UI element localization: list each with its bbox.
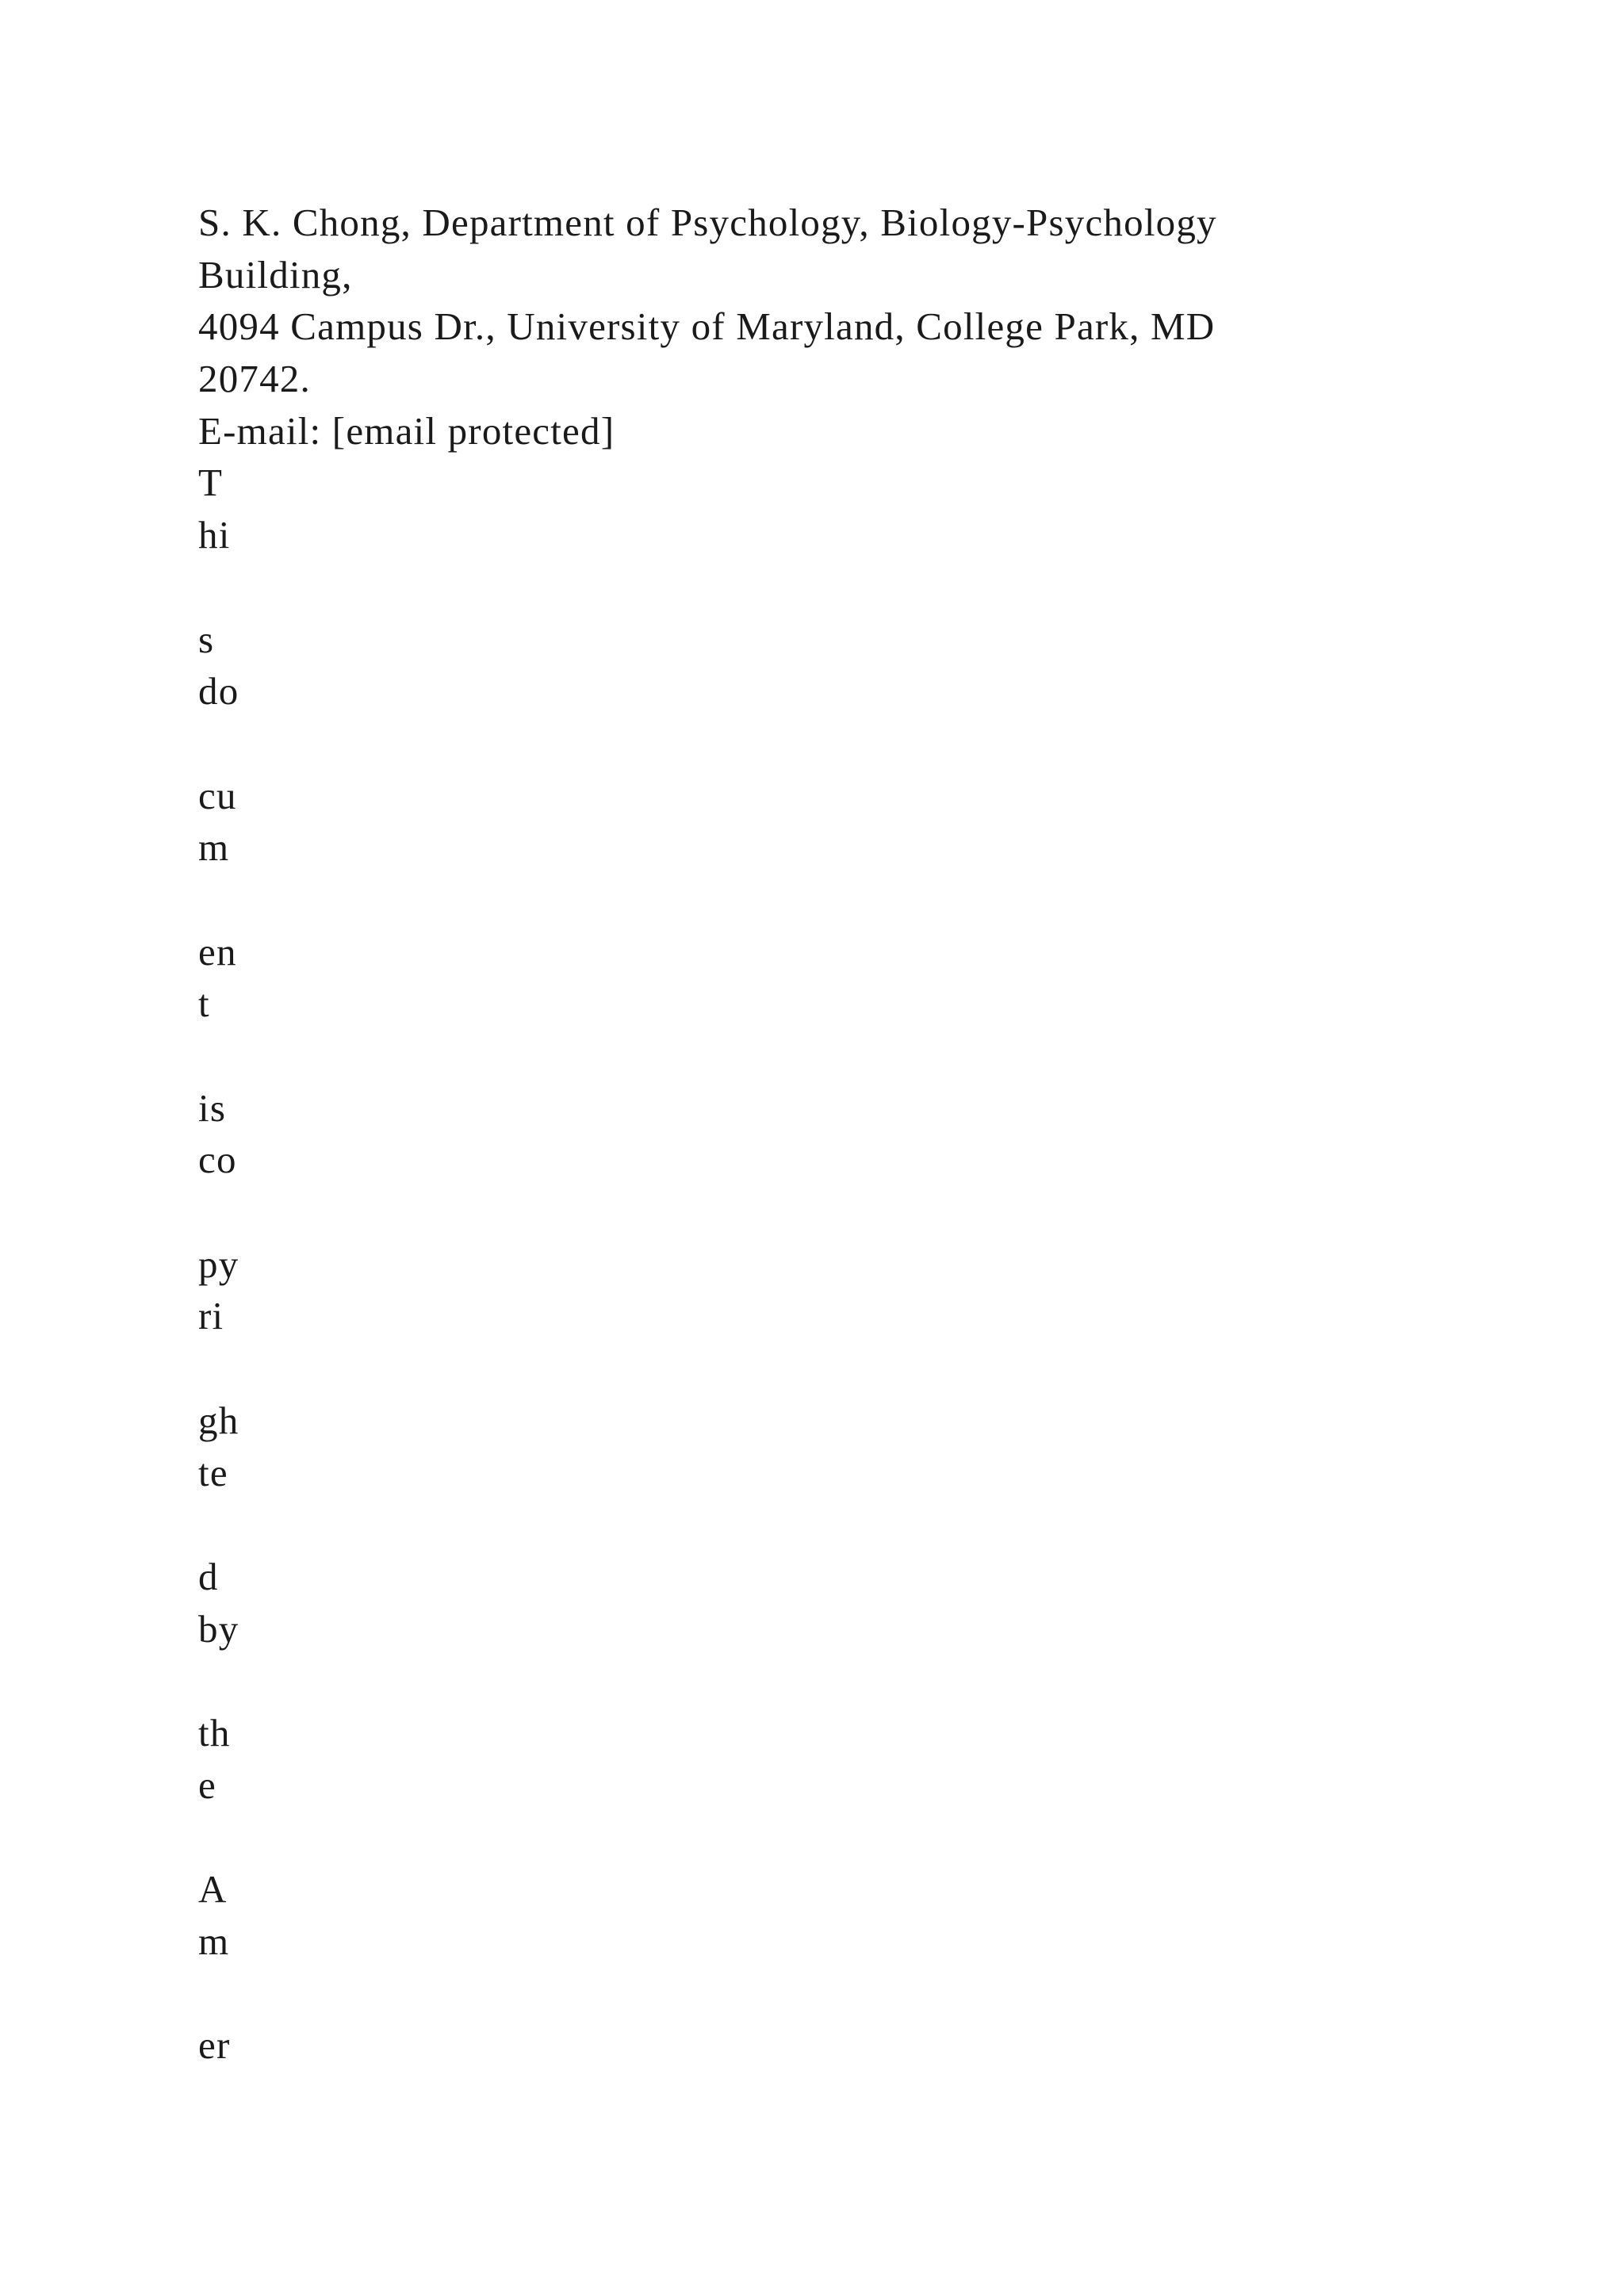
blank-line [198, 1967, 1435, 2019]
text-line: 4094 Campus Dr., University of Maryland, College Park, MD [198, 304, 1216, 349]
text-line: s [198, 617, 215, 661]
text-line: py [198, 1242, 239, 1286]
blank-line [198, 718, 1435, 770]
text-line: hi [198, 513, 231, 557]
blank-line [198, 1342, 1435, 1395]
blank-line [198, 1498, 1435, 1551]
text-line: m [198, 1919, 230, 1963]
text-line: Building, [198, 252, 353, 297]
text-line: gh [198, 1398, 239, 1442]
text-line: cu [198, 773, 237, 817]
text-line: A [198, 1867, 228, 1911]
text-line: co [198, 1138, 237, 1182]
text-line: en [198, 929, 237, 974]
text-line: te [198, 1450, 228, 1494]
text-line: e [198, 1762, 216, 1807]
document-text [198, 197, 1435, 2072]
text-line: S. K. Chong, Department of Psychology, Biology-Psychology [198, 201, 1217, 244]
blank-line [198, 1811, 1435, 1863]
text-line: T [198, 461, 224, 505]
text-line: m [198, 825, 230, 870]
text-line: t [198, 982, 210, 1026]
text-line: by [198, 1606, 239, 1651]
email-line: E-mail: [email protected] [198, 408, 615, 453]
text-line: 20742. [198, 357, 311, 401]
blank-line [198, 1655, 1435, 1707]
blank-line [198, 1186, 1435, 1238]
text-line: ri [198, 1294, 224, 1338]
blank-line [198, 1030, 1435, 1082]
text-line: do [198, 669, 239, 714]
text-line: d [198, 1554, 219, 1598]
text-line: th [198, 1710, 231, 1755]
text-line: is [198, 1085, 227, 1130]
blank-line [198, 874, 1435, 926]
text-line: er [198, 2023, 231, 2068]
blank-line [198, 561, 1435, 614]
